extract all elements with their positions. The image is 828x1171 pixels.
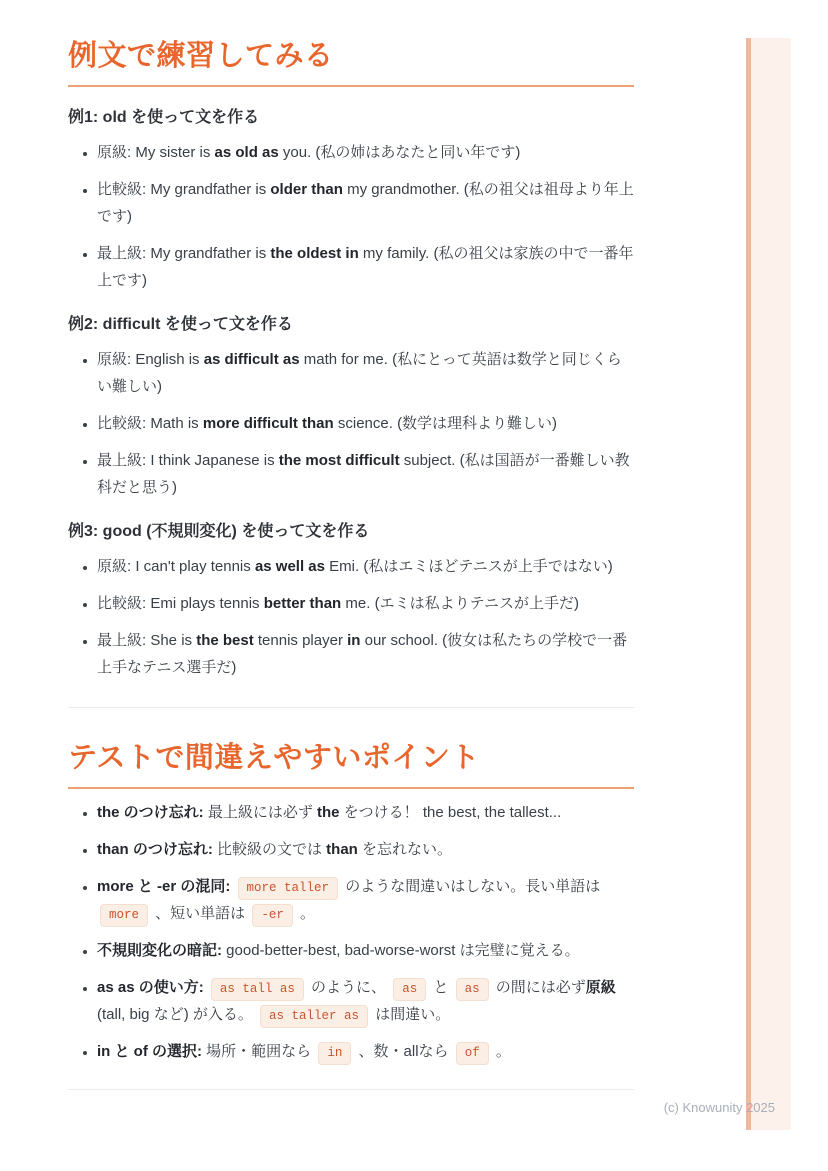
text-run: subject. (私は国語が一番難しい教科だと思う) bbox=[97, 452, 630, 496]
example-group-1 bbox=[68, 107, 634, 294]
inline-code-chip: as bbox=[456, 978, 489, 1001]
bold-text-run: in と of の選択: bbox=[97, 1043, 202, 1060]
list-item bbox=[97, 627, 634, 681]
text-run: my grandmother. (私の祖父は祖母より年上です) bbox=[97, 181, 634, 225]
bold-text-run: more と -er の混同: bbox=[97, 878, 231, 895]
bold-text-run: more difficult than bbox=[202, 415, 334, 432]
list-item bbox=[97, 873, 634, 927]
example-group-1-heading: 例1: old を使って文を作る bbox=[68, 109, 260, 126]
list-item bbox=[97, 836, 634, 863]
text-run: 最上級には必ず bbox=[203, 804, 318, 821]
text-run: のように、 bbox=[306, 979, 391, 996]
inline-code-chip: -er bbox=[252, 904, 293, 927]
example-group-2-list bbox=[68, 346, 634, 501]
bold-text-run: as as の使い方: bbox=[97, 979, 204, 996]
text-run: tennis player bbox=[253, 632, 348, 649]
page-edge-line bbox=[746, 38, 751, 1130]
text-run: good-better-best, bad-worse-worst は完璧に覚える。 bbox=[222, 942, 580, 959]
inline-code-chip: more bbox=[100, 904, 148, 927]
list-item bbox=[97, 447, 634, 501]
text-run: you. (私の姉はあなたと同い年です) bbox=[278, 144, 521, 161]
text-run: our school. (彼女は私たちの学校で一番上手なテニス選手だ) bbox=[97, 632, 628, 676]
text-run: 。 bbox=[295, 905, 316, 922]
text-run: 比較級: My grandfather is bbox=[97, 181, 271, 198]
page-edge-band bbox=[751, 38, 791, 1130]
text-run: math for me. (私にとって英語は数学と同じくらい難しい) bbox=[97, 351, 622, 395]
section-divider bbox=[68, 707, 634, 708]
footer-credit: (c) Knowunity 2025 bbox=[663, 1100, 775, 1115]
text-run: 最上級: She is bbox=[97, 632, 197, 649]
example-group-3-list bbox=[68, 553, 634, 681]
example-group-2 bbox=[68, 314, 634, 501]
list-item bbox=[97, 346, 634, 400]
text-run: 比較級: Math is bbox=[97, 415, 203, 432]
bold-text-run: as old as bbox=[214, 144, 279, 161]
example-group-1-list bbox=[68, 139, 634, 294]
bold-text-run: the most difficult bbox=[278, 452, 400, 469]
content-area bbox=[68, 40, 634, 1090]
text-run bbox=[204, 979, 208, 996]
text-run: と bbox=[429, 979, 453, 996]
list-item bbox=[97, 937, 634, 964]
text-run: の間には必ず bbox=[491, 979, 586, 996]
text-run: (tall, big など) が入る。 bbox=[97, 1006, 258, 1023]
example-group-3 bbox=[68, 521, 634, 681]
text-run: のような間違いはしない。長い単語は bbox=[341, 878, 601, 895]
list-item bbox=[97, 1038, 634, 1065]
list-item bbox=[97, 799, 634, 826]
inline-code-chip: as taller as bbox=[260, 1005, 368, 1028]
inline-code-chip: as tall as bbox=[211, 978, 304, 1001]
section-title-example-practice: 例文で練習してみる bbox=[68, 40, 634, 87]
inline-code-chip: more taller bbox=[238, 877, 339, 900]
bold-text-run: as difficult as bbox=[203, 351, 300, 368]
list-item bbox=[97, 590, 634, 617]
bold-text-run: 不規則変化の暗記: bbox=[97, 942, 222, 959]
text-run: 原級: English is bbox=[97, 351, 204, 368]
section-title-test-points: テストで間違えやすいポイント bbox=[68, 742, 634, 789]
bold-text-run: the のつけ忘れ: bbox=[97, 804, 204, 821]
text-run: 比較級の文では bbox=[212, 841, 327, 858]
text-run: Emi. (私はエミほどテニスが上手ではない) bbox=[325, 558, 613, 575]
list-item bbox=[97, 410, 634, 437]
text-run: をつける！ the best, the tallest... bbox=[339, 804, 562, 821]
inline-code-chip: in bbox=[318, 1042, 351, 1065]
bold-text-run: better than bbox=[263, 595, 342, 612]
section-example-practice bbox=[68, 40, 634, 681]
bold-text-run: in bbox=[347, 632, 361, 649]
text-run: 、数・allなら bbox=[354, 1043, 453, 1060]
test-points-list bbox=[68, 799, 634, 1065]
text-run: 。 bbox=[491, 1043, 511, 1060]
bold-text-run: the oldest in bbox=[270, 245, 359, 262]
inline-code-chip: of bbox=[456, 1042, 489, 1065]
text-run: 比較級: Emi plays tennis bbox=[97, 595, 264, 612]
text-run bbox=[230, 878, 234, 895]
text-run: my family. (私の祖父は家族の中で一番年上です) bbox=[97, 245, 634, 289]
bold-text-run: the best bbox=[196, 632, 254, 649]
text-run: science. (数学は理科より難しい) bbox=[333, 415, 558, 432]
text-run: 最上級: I think Japanese is bbox=[97, 452, 279, 469]
bold-text-run: 原級 bbox=[585, 979, 616, 996]
list-item bbox=[97, 553, 634, 580]
text-run: 最上級: My grandfather is bbox=[97, 245, 271, 262]
list-item bbox=[97, 240, 634, 294]
bold-text-run: the bbox=[317, 804, 340, 821]
section-test-points bbox=[68, 742, 634, 1065]
text-run: は間違い。 bbox=[371, 1006, 451, 1023]
list-item bbox=[97, 139, 634, 166]
text-run: を忘れない。 bbox=[357, 841, 453, 858]
bold-text-run: than のつけ忘れ: bbox=[97, 841, 213, 858]
list-item bbox=[97, 176, 634, 230]
text-run: 原級: I can't play tennis bbox=[97, 558, 255, 575]
footer-divider bbox=[68, 1089, 634, 1090]
text-run: 場所・範囲なら bbox=[202, 1043, 316, 1060]
example-group-2-heading: 例2: difficult を使って文を作る bbox=[68, 316, 293, 333]
bold-text-run: older than bbox=[270, 181, 343, 198]
text-run: 原級: My sister is bbox=[97, 144, 215, 161]
example-group-3-heading: 例3: good (不規則変化) を使って文を作る bbox=[68, 523, 370, 540]
list-item bbox=[97, 974, 634, 1028]
inline-code-chip: as bbox=[393, 978, 426, 1001]
bold-text-run: than bbox=[326, 841, 358, 858]
text-run: me. (エミは私よりテニスが上手だ) bbox=[341, 595, 579, 612]
bold-text-run: as well as bbox=[254, 558, 325, 575]
text-run: 、短い単語は bbox=[151, 905, 250, 922]
